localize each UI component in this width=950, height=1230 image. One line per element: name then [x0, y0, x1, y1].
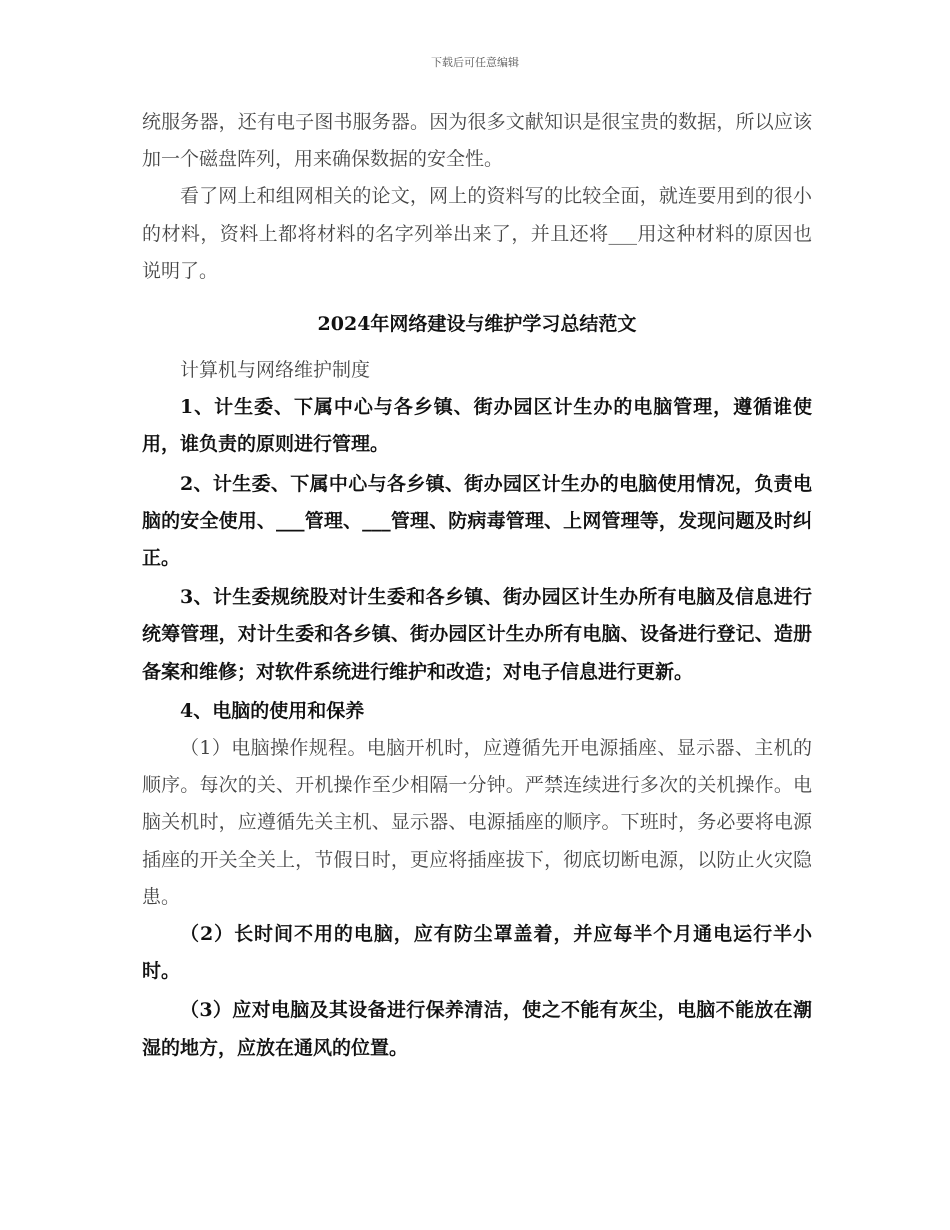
document-body — [142, 104, 812, 1067]
sub-item-3: （3）应对电脑及其设备进行保养清洁，使之不能有灰尘，电脑不能放在潮湿的地方，应放在通风的位置。 — [142, 999, 812, 1059]
rule-item-2: 2、计生委、下属中心与各乡镇、街办园区计生办的电脑使用情况，负责电脑的安全使用、___管理、___管理、防病毒管理、上网管理等，发现问题及时纠正。 — [142, 472, 812, 570]
sub-item-2: （2）长时间不用的电脑，应有防尘罩盖着，并应每半个月通电运行半小时。 — [142, 923, 812, 983]
intro-paragraph-1: 统服务器，还有电子图书服务器。因为很多文献知识是很宝贵的数据，所以应该加一个磁盘阵列，用来确保数据的安全性。 — [142, 111, 812, 171]
document-subtitle: 计算机与网络维护制度 — [180, 359, 371, 382]
rule-item-4: 4、电脑的使用和保养 — [180, 699, 365, 722]
sub-item-1: （1）电脑操作规程。电脑开机时，应遵循先开电源插座、显示器、主机的顺序。每次的关、开机操作至少相隔一分钟。严禁连续进行多次的关机操作。电脑关机时，应遵循先关主机、显示器、电源插座的顺序。下班时，务必要将电源插座的开关全关上，节假日时，更应将插座拔下，彻底切断电源，以防止火灾隐患。 — [142, 737, 812, 908]
rule-item-3: 3、计生委规统股对计生委和各乡镇、街办园区计生办所有电脑及信息进行统筹管理，对计生委和各乡镇、街办园区计生办所有电脑、设备进行登记、造册备案和维修；对软件系统进行维护和改造；对电子信息进行更新。 — [142, 586, 812, 683]
document-title: 2024年网络建设与维护学习总结范文 — [317, 313, 637, 336]
rule-item-1: 1、计生委、下属中心与各乡镇、街办园区计生办的电脑管理，遵循谁使用，谁负责的原则进行管理。 — [142, 396, 812, 456]
intro-paragraph-2: 看了网上和组网相关的论文，网上的资料写的比较全面，就连要用到的很小的材料，资料上都将材料的名字列举出来了，并且还将___用这种材料的原因也说明了。 — [142, 185, 812, 282]
page-header-note: 下载后可任意编辑 — [431, 56, 519, 69]
